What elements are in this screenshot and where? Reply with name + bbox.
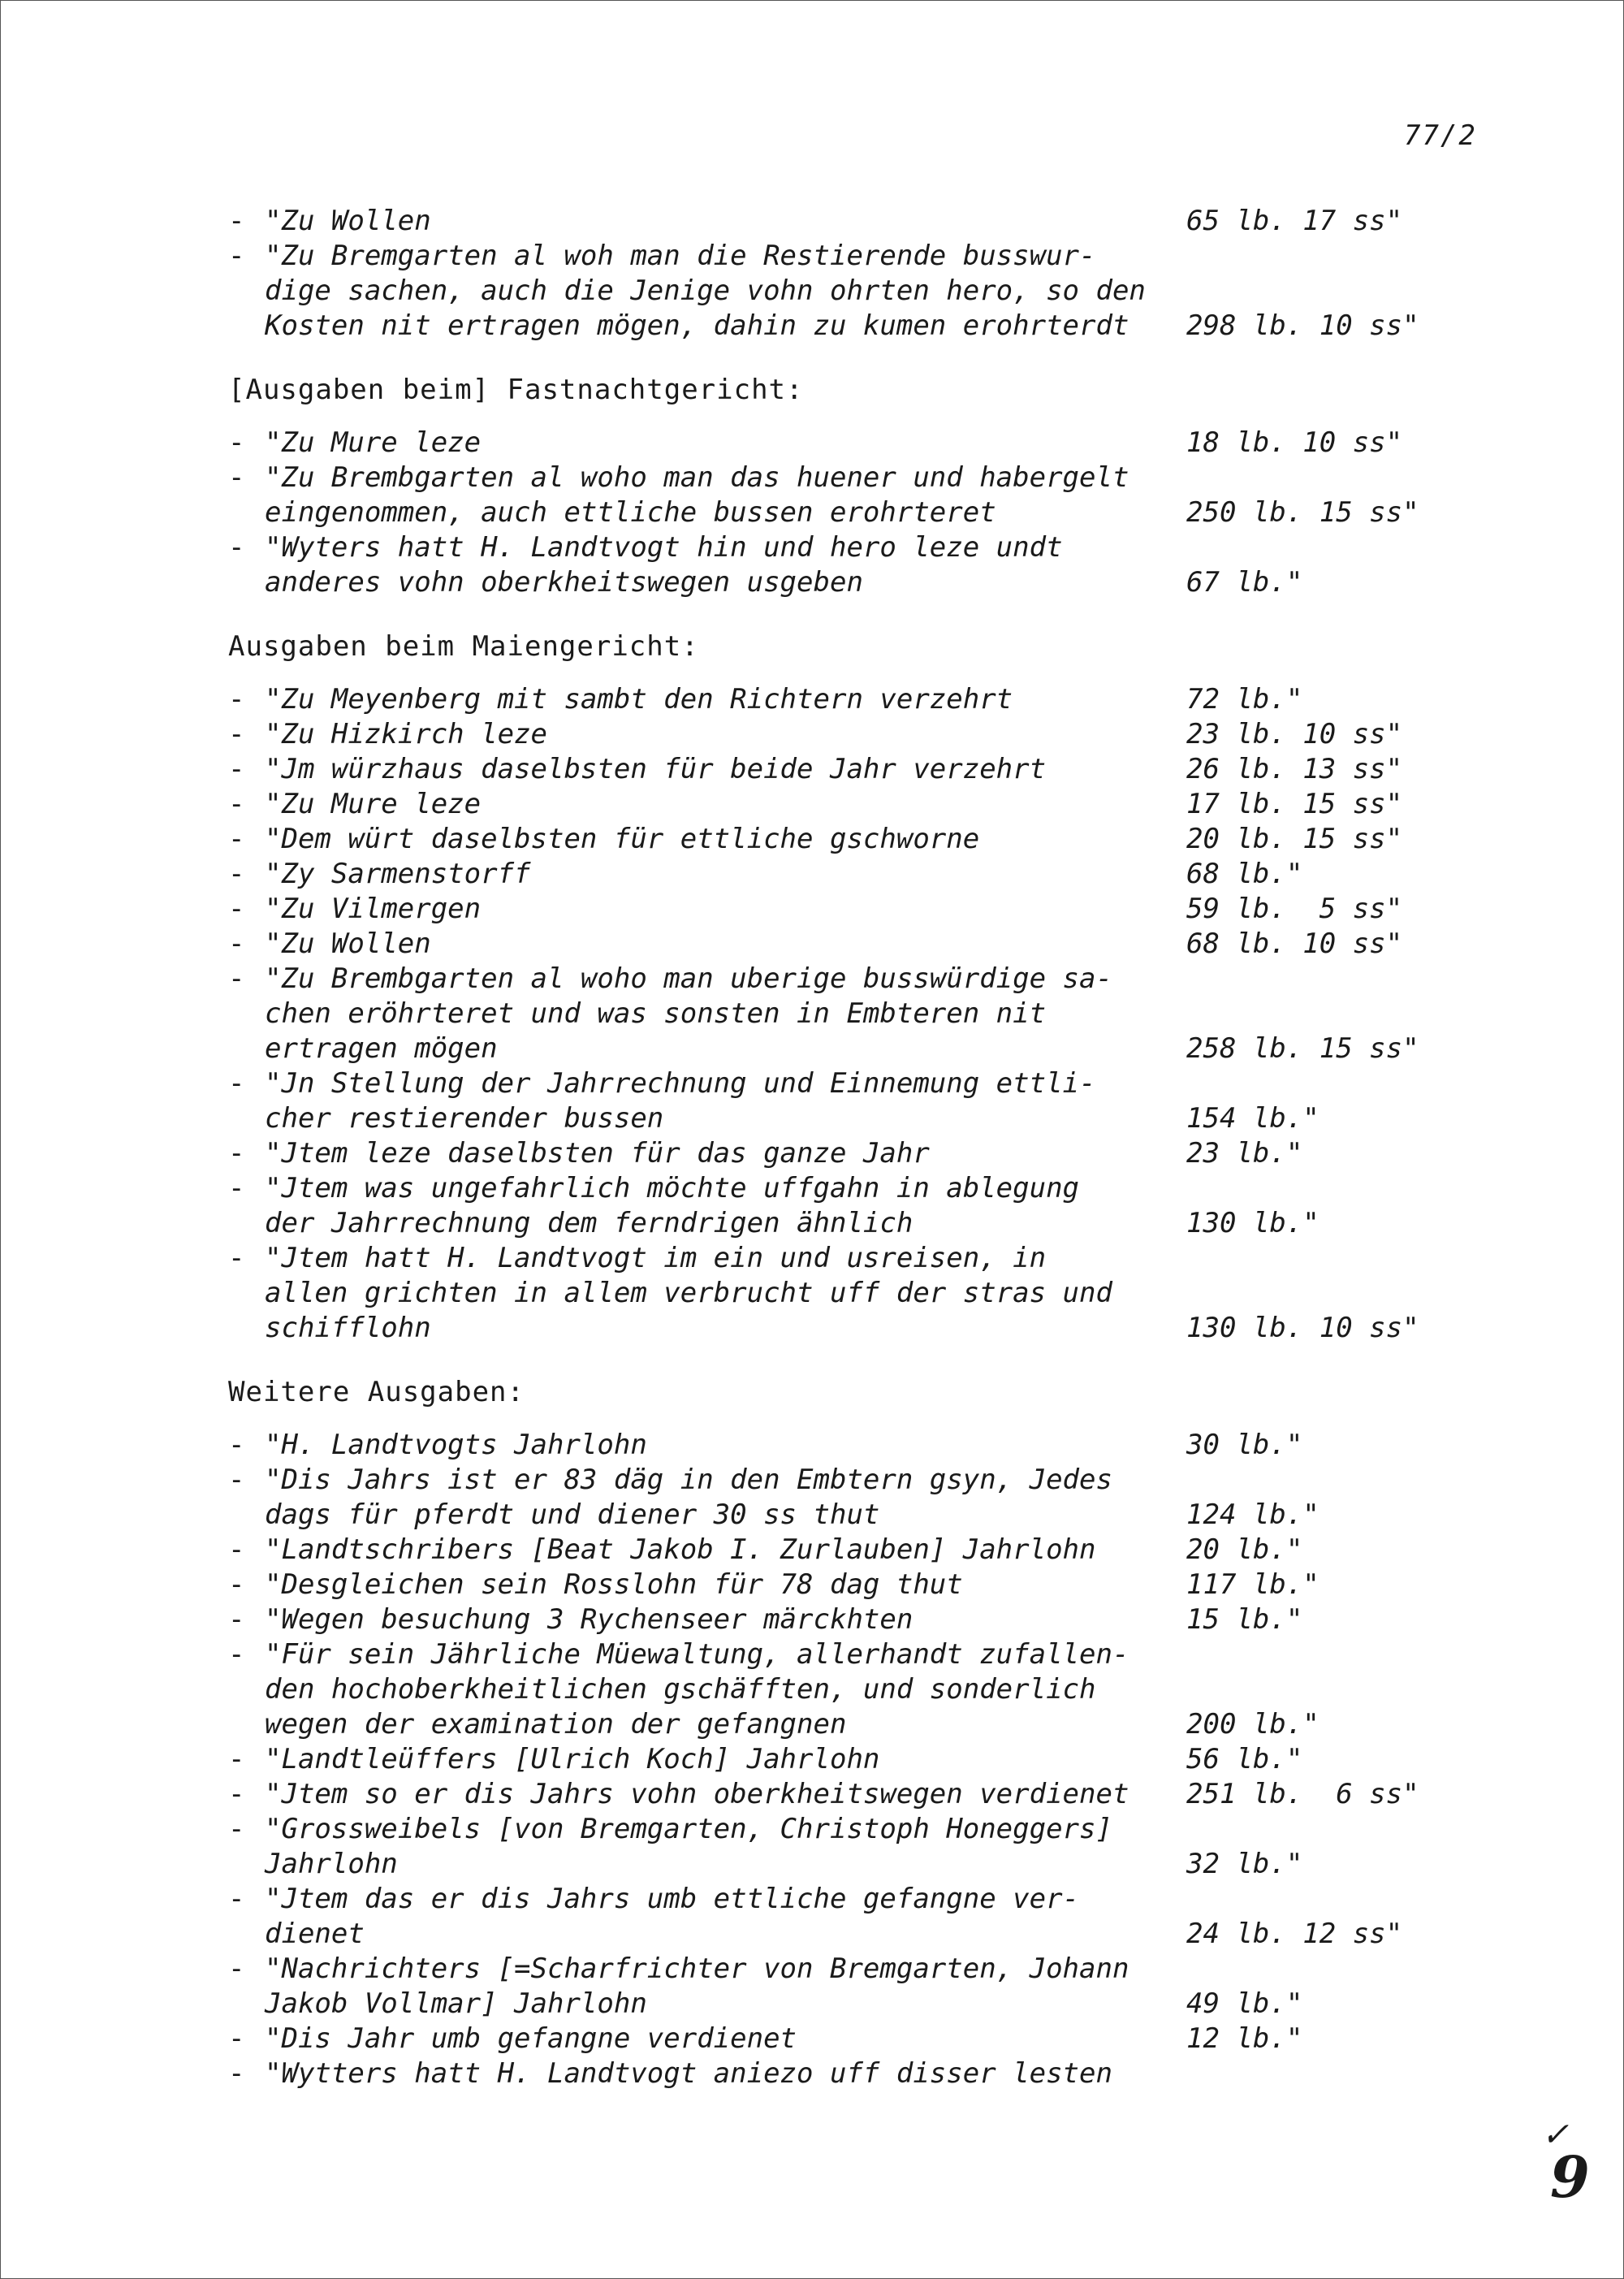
- entry-text: Jahrlohn: [265, 1848, 398, 1880]
- entry-amount: 20 lb. 15 ss": [1186, 823, 1403, 855]
- entry-line: [228, 1136, 1446, 1171]
- entry-line: [228, 1707, 1446, 1742]
- dash-marker: -: [228, 928, 245, 960]
- entry-text: "Nachrichters [=Scharfrichter von Bremgarten, Johann: [265, 1953, 1129, 1985]
- dash-marker: -: [228, 205, 245, 237]
- entry-line: [228, 1672, 1446, 1707]
- dash-marker: -: [228, 788, 245, 820]
- entry-text: "Wegen besuchung 3 Rychenseer märckhten: [265, 1603, 914, 1636]
- ledger-entry: [228, 857, 1446, 892]
- entry-text: anderes vohn oberkheitswegen usgeben: [265, 566, 863, 599]
- entry-text: dige sachen, auch die Jenige vohn ohrten hero, so den: [265, 275, 1146, 307]
- entry-line: [228, 530, 1446, 565]
- entry-amount: 12 lb.": [1186, 2022, 1303, 2055]
- entry-line: [228, 1952, 1446, 1987]
- entry-text: "Zu Vilmergen: [265, 893, 482, 925]
- entry-text: "Zu Bremgarten al woh man die Restierende busswur-: [265, 240, 1096, 272]
- entry-line: [228, 309, 1446, 344]
- entry-text: "Zu Mure leze: [265, 426, 482, 459]
- ledger-entry: [228, 1882, 1446, 1952]
- entry-line: [228, 565, 1446, 600]
- entry-text: "Jtem so er dis Jahrs vohn oberkheitswegen verdienet: [265, 1778, 1129, 1810]
- entry-text: "Zy Sarmenstorff: [265, 858, 531, 890]
- entry-text: "Landtleüffers [Ulrich Koch] Jahrlohn: [265, 1743, 880, 1775]
- entry-text: wegen der examination der gefangnen: [265, 1708, 847, 1741]
- ledger-section: [228, 1375, 1446, 2091]
- dash-marker: -: [228, 823, 245, 855]
- check-mark-icon: ✓: [1544, 2111, 1566, 2155]
- entry-text: dienet: [265, 1918, 365, 1950]
- entry-amount: 251 lb. 6 ss": [1186, 1778, 1419, 1810]
- ledger-entry: [228, 1136, 1446, 1171]
- entry-amount: 18 lb. 10 ss": [1186, 426, 1403, 459]
- ledger-entry: [228, 1428, 1446, 1463]
- entry-amount: 30 lb.": [1186, 1429, 1303, 1461]
- dash-marker: -: [228, 1242, 245, 1274]
- entry-text: Kosten nit ertragen mögen, dahin zu kumen erohrterdt: [265, 309, 1129, 342]
- ledger-entry: [228, 1066, 1446, 1136]
- ledger-entry: [228, 1952, 1446, 2022]
- dash-marker: -: [228, 426, 245, 459]
- dash-marker: -: [228, 1172, 245, 1204]
- dash-marker: -: [228, 1533, 245, 1566]
- stamp-number: 9: [1550, 2143, 1590, 2211]
- entry-text: "Jtem was ungefahrlich möchte uffgahn in ablegung: [265, 1172, 1080, 1204]
- entry-text: "H. Landtvogts Jahrlohn: [265, 1429, 647, 1461]
- dash-marker: -: [228, 753, 245, 785]
- dash-marker: -: [228, 2022, 245, 2055]
- entry-text: "Zu Wollen: [265, 205, 431, 237]
- entry-line: [228, 1463, 1446, 1498]
- entry-line: [228, 274, 1446, 309]
- entry-line: [228, 1847, 1446, 1882]
- entry-text: dags für pferdt und diener 30 ss thut: [265, 1498, 880, 1531]
- entry-text: "Dis Jahrs ist er 83 däg in den Embtern gsyn, Jedes: [265, 1464, 1112, 1496]
- entry-line: [228, 682, 1446, 717]
- entry-amount: 117 lb.": [1186, 1568, 1320, 1601]
- dash-marker: -: [228, 1638, 245, 1671]
- entry-text: "Grossweibels [von Bremgarten, Christoph Honeggers]: [265, 1813, 1112, 1845]
- ledger-section: [228, 629, 1446, 1346]
- entry-line: [228, 1276, 1446, 1311]
- entry-amount: 200 lb.": [1186, 1708, 1320, 1741]
- entry-line: [228, 1498, 1446, 1533]
- entry-line: [228, 1311, 1446, 1346]
- entry-line: [228, 461, 1446, 495]
- entry-line: [228, 1533, 1446, 1568]
- ledger-entry: [228, 1777, 1446, 1812]
- entry-text: "Zu Brembgarten al woho man uberige busswürdige sa-: [265, 962, 1112, 995]
- entry-line: [228, 1101, 1446, 1136]
- entry-text: "Desgleichen sein Rosslohn für 78 dag thut: [265, 1568, 963, 1601]
- ledger-entry: [228, 1533, 1446, 1568]
- dash-marker: -: [228, 1137, 245, 1170]
- entry-line: [228, 1241, 1446, 1276]
- entry-amount: 67 lb.": [1186, 566, 1303, 599]
- ledger-entry: [228, 892, 1446, 927]
- entry-text: "Wyters hatt H. Landtvogt hin und hero leze undt: [265, 531, 1063, 564]
- entry-text: "Zu Hizkirch leze: [265, 718, 547, 750]
- entry-amount: 56 lb.": [1186, 1743, 1303, 1775]
- entry-amount: 26 lb. 13 ss": [1186, 753, 1403, 785]
- dash-marker: -: [228, 461, 245, 494]
- entry-text: "Jn Stellung der Jahrrechnung und Einnemung ettli-: [265, 1067, 1096, 1100]
- ledger-content: [228, 204, 1446, 2091]
- entry-amount: 124 lb.": [1186, 1498, 1320, 1531]
- entry-text: allen grichten in allem verbrucht uff der stras und: [265, 1277, 1112, 1309]
- entry-text: "Zu Brembgarten al woho man das huener und habergelt: [265, 461, 1129, 494]
- entry-text: "Jtem leze daselbsten für das ganze Jahr: [265, 1137, 930, 1170]
- ledger-entry: [228, 530, 1446, 600]
- entry-amount: 258 lb. 15 ss": [1186, 1032, 1419, 1065]
- ledger-entry: [228, 822, 1446, 857]
- entry-line: [228, 1812, 1446, 1847]
- ledger-entry: [228, 204, 1446, 239]
- entry-text: ertragen mögen: [265, 1032, 498, 1065]
- dash-marker: -: [228, 531, 245, 564]
- entry-line: [228, 1066, 1446, 1101]
- ledger-entry: [228, 239, 1446, 344]
- entry-line: [228, 892, 1446, 927]
- entry-text: "Landtschribers [Beat Jakob I. Zurlauben] Jahrlohn: [265, 1533, 1096, 1566]
- entry-amount: 154 lb.": [1186, 1102, 1320, 1135]
- dash-marker: -: [228, 1067, 245, 1100]
- entry-text: chen eröhrteret und was sonsten in Embteren nit: [265, 997, 1047, 1030]
- entry-text: Jakob Vollmar] Jahrlohn: [265, 1987, 647, 2020]
- entry-line: [228, 2056, 1446, 2091]
- dash-marker: -: [228, 1568, 245, 1601]
- section-heading: Weitere Ausgaben:: [228, 1376, 525, 1408]
- dash-marker: -: [228, 1883, 245, 1915]
- entry-line: [228, 2022, 1446, 2056]
- entry-line: [228, 787, 1446, 822]
- entry-amount: 17 lb. 15 ss": [1186, 788, 1403, 820]
- dash-marker: -: [228, 1603, 245, 1636]
- entry-line: [228, 1987, 1446, 2022]
- dash-marker: -: [228, 718, 245, 750]
- entry-amount: 68 lb. 10 ss": [1186, 928, 1403, 960]
- entry-amount: 24 lb. 12 ss": [1186, 1918, 1403, 1950]
- ledger-entry: [228, 2022, 1446, 2056]
- dash-marker: -: [228, 1813, 245, 1845]
- entry-line: [228, 1206, 1446, 1241]
- entry-line: [228, 426, 1446, 461]
- ledger-section: [228, 204, 1446, 344]
- entry-text: "Wytters hatt H. Landtvogt aniezo uff disser lesten: [265, 2057, 1112, 2090]
- dash-marker: -: [228, 1464, 245, 1496]
- entry-text: "Zu Wollen: [265, 928, 431, 960]
- ledger-entry: [228, 426, 1446, 461]
- dash-marker: -: [228, 858, 245, 890]
- ledger-entry: [228, 1171, 1446, 1241]
- dash-marker: -: [228, 1778, 245, 1810]
- dash-marker: -: [228, 1429, 245, 1461]
- entry-text: schifflohn: [265, 1312, 431, 1344]
- entry-line: [228, 822, 1446, 857]
- ledger-entry: [228, 461, 1446, 530]
- entry-amount: 72 lb.": [1186, 683, 1303, 716]
- entry-line: [228, 1171, 1446, 1206]
- entry-line: [228, 204, 1446, 239]
- dash-marker: -: [228, 683, 245, 716]
- section-heading: [Ausgaben beim] Fastnachtgericht:: [228, 374, 804, 406]
- entry-text: "Dis Jahr umb gefangne verdienet: [265, 2022, 797, 2055]
- entry-line: [228, 1031, 1446, 1066]
- ledger-entry: [228, 1568, 1446, 1602]
- dash-marker: -: [228, 2057, 245, 2090]
- entry-text: "Zu Meyenberg mit sambt den Richtern verzehrt: [265, 683, 1013, 716]
- ledger-entry: [228, 717, 1446, 752]
- ledger-entry: [228, 1463, 1446, 1533]
- entry-amount: 23 lb. 10 ss": [1186, 718, 1403, 750]
- entry-amount: 15 lb.": [1186, 1603, 1303, 1636]
- entry-line: [228, 239, 1446, 274]
- entry-text: "Dem würt daselbsten für ettliche gschworne: [265, 823, 980, 855]
- dash-marker: -: [228, 1743, 245, 1775]
- entry-text: den hochoberkheitlichen gschäfften, und sonderlich: [265, 1673, 1096, 1706]
- entry-amount: 68 lb.": [1186, 858, 1303, 890]
- ledger-entry: [228, 962, 1446, 1066]
- entry-amount: 298 lb. 10 ss": [1186, 309, 1419, 342]
- ledger-entry: [228, 1602, 1446, 1637]
- entry-text: eingenommen, auch ettliche bussen erohrteret: [265, 496, 996, 529]
- entry-text: cher restierender bussen: [265, 1102, 664, 1135]
- entry-amount: 32 lb.": [1186, 1848, 1303, 1880]
- ledger-entry: [228, 2056, 1446, 2091]
- entry-amount: 20 lb.": [1186, 1533, 1303, 1566]
- entry-text: "Für sein Jährliche Müewaltung, allerhandt zufallen-: [265, 1638, 1129, 1671]
- ledger-entry: [228, 1812, 1446, 1882]
- entry-line: [228, 1637, 1446, 1672]
- entry-amount: 49 lb.": [1186, 1987, 1303, 2020]
- dash-marker: -: [228, 1953, 245, 1985]
- entry-line: [228, 997, 1446, 1031]
- entry-line: [228, 1742, 1446, 1777]
- dash-marker: -: [228, 962, 245, 995]
- entry-amount: 130 lb. 10 ss": [1186, 1312, 1419, 1344]
- entry-line: [228, 495, 1446, 530]
- ledger-entry: [228, 1637, 1446, 1742]
- entry-line: [228, 1428, 1446, 1463]
- entry-text: "Zu Mure leze: [265, 788, 482, 820]
- entry-amount: 23 lb.": [1186, 1137, 1303, 1170]
- ledger-entry: [228, 787, 1446, 822]
- entry-amount: 65 lb. 17 ss": [1186, 205, 1403, 237]
- entry-text: der Jahrrechnung dem ferndrigen ähnlich: [265, 1207, 914, 1239]
- section-heading: Ausgaben beim Maiengericht:: [228, 630, 699, 663]
- entry-line: [228, 1777, 1446, 1812]
- ledger-entry: [228, 752, 1446, 787]
- page-number: 77/2: [1404, 119, 1477, 152]
- dash-marker: -: [228, 893, 245, 925]
- dash-marker: -: [228, 240, 245, 272]
- entry-line: [228, 717, 1446, 752]
- entry-line: [228, 857, 1446, 892]
- ledger-entry: [228, 682, 1446, 717]
- entry-text: "Jtem hatt H. Landtvogt im ein und usreisen, in: [265, 1242, 1047, 1274]
- entry-line: [228, 1882, 1446, 1917]
- entry-text: "Jm würzhaus daselbsten für beide Jahr verzehrt: [265, 753, 1047, 785]
- ledger-entry: [228, 1742, 1446, 1777]
- entry-line: [228, 962, 1446, 997]
- ledger-entry: [228, 927, 1446, 962]
- entry-amount: 250 lb. 15 ss": [1186, 496, 1419, 529]
- ledger-entry: [228, 1241, 1446, 1346]
- entry-line: [228, 1917, 1446, 1952]
- entry-text: "Jtem das er dis Jahrs umb ettliche gefangne ver-: [265, 1883, 1080, 1915]
- entry-line: [228, 1568, 1446, 1602]
- entry-amount: 130 lb.": [1186, 1207, 1320, 1239]
- entry-line: [228, 752, 1446, 787]
- entry-amount: 59 lb. 5 ss": [1186, 893, 1403, 925]
- ledger-section: [228, 373, 1446, 600]
- entry-line: [228, 1602, 1446, 1637]
- entry-line: [228, 927, 1446, 962]
